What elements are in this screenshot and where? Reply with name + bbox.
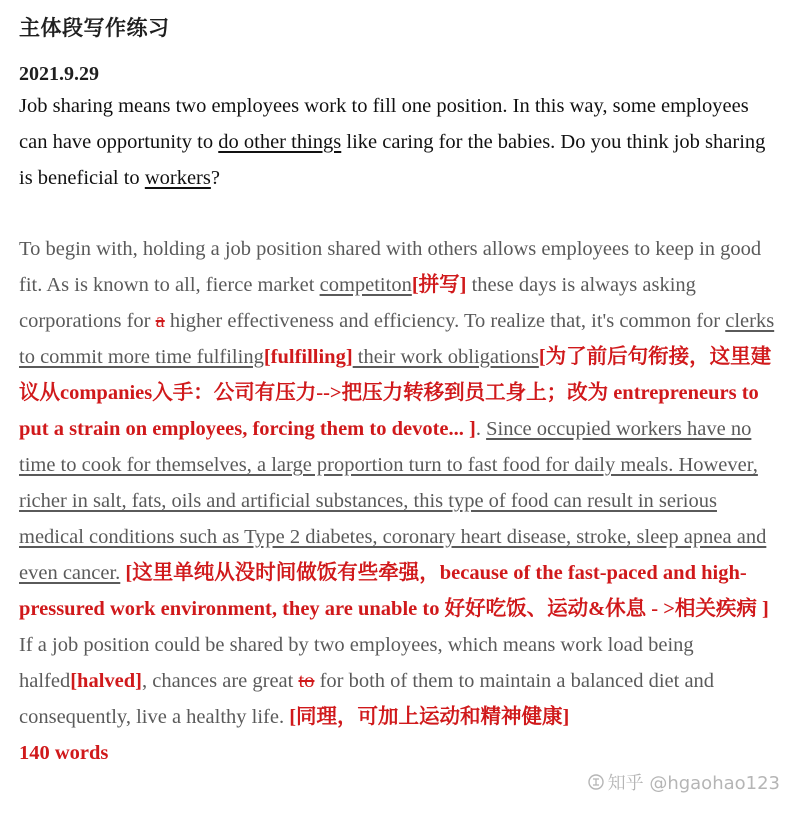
correction-fulfilling: [fulfilling] — [263, 346, 353, 368]
date-line: 2021.9.29 — [19, 63, 99, 85]
essay-underline-clerks: clerks to commit more time fulfiling — [19, 310, 775, 368]
prompt-underline-1: do other things — [218, 131, 342, 153]
prompt-text-3: ? — [210, 167, 220, 189]
correction-also: [同理，可加上运动和精神健康] — [289, 706, 570, 728]
zhihu-logo-icon — [588, 774, 604, 790]
question-prompt — [19, 88, 782, 196]
prompt-text-1: Job sharing means two employees work to fill one position. In this way, some employees can have opportunity to — [19, 95, 749, 153]
essay-underline-competiton: competiton — [319, 274, 412, 296]
word-count: 140 words — [19, 742, 109, 764]
essay-text-6: If a job position could be shared by two employees, which means work load being halfed — [19, 634, 694, 692]
essay-underline-since: Since occupied workers have no time to cook for themselves, a large proportion turn to fast food for daily meals. However, richer in salt, fats, oils and artificial substances, this type of food can result in serious medical conditions such as Type 2 diabetes, coronary heart disease, stroke, sleep apnea and even cancer. — [19, 418, 767, 584]
essay-underline-obligations: their work obligations — [352, 346, 539, 368]
essay-text-1: To begin with, holding a job position shared with others allows employees to keep in good fit. As is known to all, fierce market — [19, 238, 762, 296]
strikethrough-to: to — [298, 670, 315, 692]
watermark-text: 知乎 @hgaohao123 — [607, 773, 780, 794]
correction-halved: [halved] — [70, 670, 142, 692]
essay-paragraph — [19, 231, 782, 735]
essay-text-4: . — [475, 418, 487, 440]
strikethrough-a: a — [155, 310, 165, 332]
prompt-underline-2: workers — [144, 167, 211, 189]
essay-text-2: these days is always asking corporations for — [19, 274, 696, 332]
essay-text-8: for both of them to maintain a balanced diet and consequently, live a healthy life. — [19, 670, 715, 728]
page-title: 主体段写作练习 — [19, 16, 170, 40]
essay-text-7: , chances are great — [141, 670, 299, 692]
correction-transition: [为了前后句衔接，这里建议从companies入手：公司有压力-->把压力转移到员工身上；改为 entrepreneurs to put a strain on employees, forcing them to devote... ] — [19, 346, 772, 440]
essay-text-3: higher effectiveness and efficiency. To realize that, it's common for — [164, 310, 726, 332]
correction-reason: [这里单纯从没时间做饭有些牵强，because of the fast-paced and high-pressured work environment, they are unable to 好好吃饭、运动&休息 - >相关疾病 ] — [19, 562, 769, 620]
correction-spelling: [拼写] — [411, 274, 467, 296]
prompt-text-2: like caring for the babies. Do you think job sharing is beneficial to — [19, 131, 766, 189]
watermark — [588, 769, 780, 795]
